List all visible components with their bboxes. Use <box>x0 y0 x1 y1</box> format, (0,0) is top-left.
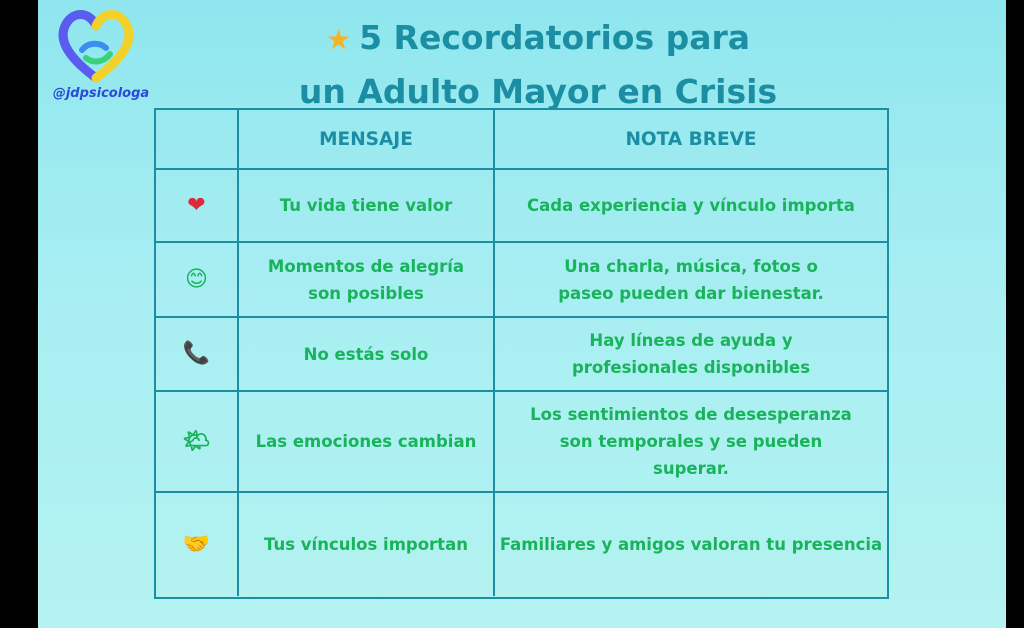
title-line-1: 5 Recordatorios para <box>359 18 751 57</box>
page-title <box>218 12 858 118</box>
star-icon: ★ <box>325 23 352 56</box>
reminders-table <box>154 108 889 599</box>
heart-logo-icon <box>56 6 136 86</box>
sun-behind-cloud-icon: 🌤 <box>182 428 211 454</box>
table-row <box>156 168 887 241</box>
row-note: Cada experiencia y vínculo importa <box>527 196 855 215</box>
row-note: Familiares y amigos valoran tu presencia <box>499 535 883 554</box>
row-note: Los sentimientos de desesperanza son temporales y se pueden superar. <box>530 405 852 478</box>
infographic-canvas <box>38 0 1006 628</box>
row-message: Las emociones cambian <box>239 392 495 491</box>
brand-handle: @jdpsicologa <box>52 86 150 101</box>
heart-icon: ❤ <box>187 192 206 218</box>
row-note: Hay líneas de ayuda y profesionales disponibles <box>571 331 811 377</box>
handshake-icon: 🤝 <box>182 531 211 557</box>
row-note: Una charla, música, fotos o paseo pueden dar bienestar. <box>558 256 824 303</box>
table-header-row <box>156 110 887 168</box>
smiling-face-icon: 😊 <box>185 266 208 292</box>
table-row <box>156 390 887 491</box>
table-row <box>156 491 887 596</box>
brand-logo <box>46 6 150 106</box>
row-message: Tu vida tiene valor <box>239 170 495 241</box>
row-message: Momentos de alegría son posibles <box>239 243 495 316</box>
header-icon-cell <box>156 110 239 168</box>
header-note: NOTA BREVE <box>625 128 757 150</box>
header-message: MENSAJE <box>239 110 495 168</box>
title-line-2: un Adulto Mayor en Crisis <box>298 72 778 111</box>
table-row <box>156 316 887 390</box>
table-row <box>156 241 887 316</box>
row-message: Tus vínculos importan <box>239 493 495 596</box>
telephone-icon: 📞 <box>182 341 211 366</box>
row-message: No estás solo <box>239 318 495 390</box>
